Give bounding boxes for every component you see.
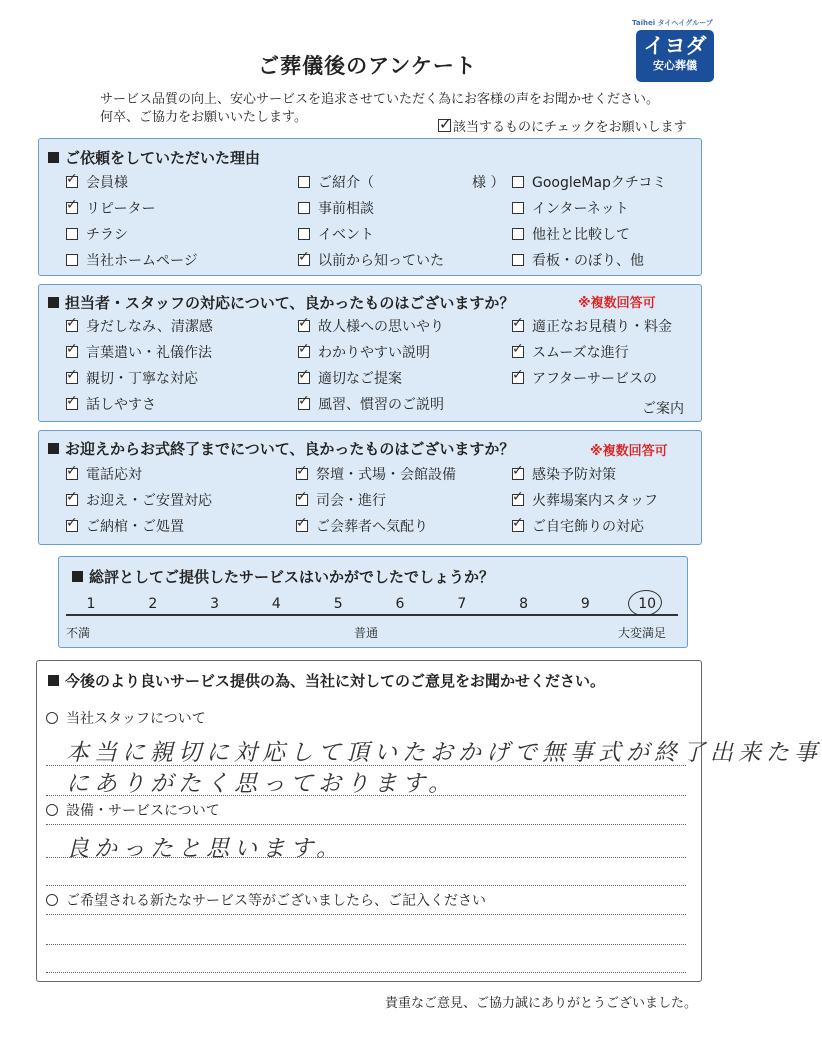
option-label: 事前相談 xyxy=(318,201,374,217)
reason-option[interactable] xyxy=(512,198,629,218)
question-facility-text: 設備・サービスについて xyxy=(66,803,220,819)
reason-option[interactable] xyxy=(512,172,666,192)
brand-logo-name: イヨダ xyxy=(643,34,707,58)
option-label: お迎え・ご安置対応 xyxy=(86,493,212,509)
reason-option[interactable] xyxy=(66,224,128,244)
option-label: チラシ xyxy=(86,227,128,243)
ceremony-option[interactable] xyxy=(66,516,184,536)
multi-answer-note: ※複数回答可 xyxy=(590,444,668,459)
option-label: 電話応対 xyxy=(86,467,142,483)
ceremony-option[interactable] xyxy=(296,516,428,536)
intro-text-2: 何卒、ご協力をお願いいたします。 xyxy=(100,110,307,125)
checkbox[interactable] xyxy=(296,520,308,532)
checkbox[interactable] xyxy=(66,494,78,506)
reason-option[interactable] xyxy=(298,172,504,192)
rating-high-label: 大変満足 xyxy=(618,626,667,640)
overall-title xyxy=(72,566,494,587)
answer-line xyxy=(46,857,686,858)
reason-option[interactable] xyxy=(512,224,630,244)
staff-option[interactable] xyxy=(512,342,629,362)
overall-title-text: 総評としてご提供したサービスはいかがでしたでしょうか？ xyxy=(89,568,495,586)
staff-option[interactable] xyxy=(66,394,156,414)
rating-mid-label: 普通 xyxy=(354,626,379,640)
bullet-square-icon xyxy=(72,571,83,582)
staff-option[interactable] xyxy=(512,316,672,336)
rating-option[interactable]: 10 xyxy=(638,596,657,612)
checkbox[interactable] xyxy=(66,320,78,332)
option-label: リピーター xyxy=(86,201,156,217)
rating-option[interactable]: 5 xyxy=(333,596,343,612)
ceremony-option[interactable] xyxy=(512,490,658,510)
checkbox[interactable] xyxy=(298,228,310,240)
option-continuation: ご案内 xyxy=(642,401,684,417)
question-staff-text: 当社スタッフについて xyxy=(66,711,206,727)
reason-option[interactable] xyxy=(66,198,155,218)
option-label: 当社ホームページ xyxy=(86,253,198,269)
checkbox[interactable] xyxy=(298,372,310,384)
staff-option[interactable] xyxy=(512,368,657,388)
checkbox[interactable] xyxy=(66,468,78,480)
group-logo-text: Taihei タイヘイグループ xyxy=(632,19,713,27)
option-label: ご会葬者へ気配り xyxy=(316,519,428,535)
reason-option[interactable] xyxy=(66,250,198,270)
thanks-message: 貴重なご意見、ご協力誠にありがとうございました。 xyxy=(384,996,697,1011)
checkbox[interactable] xyxy=(296,494,308,506)
checkbox[interactable] xyxy=(512,346,524,358)
reason-option[interactable] xyxy=(298,198,374,218)
option-label: ご紹介（ 様 ） xyxy=(318,175,505,191)
option-label: インターネット xyxy=(532,201,629,217)
bullet-square-icon xyxy=(48,152,59,163)
option-label: 適切なご提案 xyxy=(318,371,402,387)
brand-logo xyxy=(636,30,714,82)
rating-option[interactable]: 1 xyxy=(86,596,96,612)
answer-staff-line1: 本当に親切に対応して頂いたおかげで無事式が終了出来た事 xyxy=(66,740,822,766)
option-label: スムーズな進行 xyxy=(532,345,629,361)
checkbox[interactable] xyxy=(66,372,78,384)
reason-option[interactable] xyxy=(512,250,644,270)
opinion-title-text: 今後のより良いサービス提供の為、当社に対してのご意見をお聞かせください。 xyxy=(65,672,606,690)
checkbox[interactable] xyxy=(298,398,310,410)
option-label: GoogleMapクチコミ xyxy=(532,175,667,191)
staff-option[interactable] xyxy=(298,316,444,336)
question-request-text: ご希望される新たなサービス等がございましたら、ご記入ください xyxy=(66,893,486,909)
question-facility xyxy=(46,800,220,820)
option-label: 祭壇・式場・会館設備 xyxy=(316,467,456,483)
rating-option[interactable]: 3 xyxy=(210,596,220,612)
checkbox[interactable] xyxy=(298,202,310,214)
question-request xyxy=(46,890,486,910)
option-label: 火葬場案内スタッフ xyxy=(532,493,658,509)
answer-staff-line2: にありがたく思っております。 xyxy=(66,771,457,797)
option-label: 以前から知っていた xyxy=(318,253,444,269)
checkbox[interactable] xyxy=(66,346,78,358)
check-instruction xyxy=(438,116,687,135)
question-staff xyxy=(46,708,206,728)
ceremony-option[interactable] xyxy=(296,490,386,510)
check-instruction-text: 該当するものにチェックをお願いします xyxy=(453,120,687,135)
option-label: 言葉遣い・礼儀作法 xyxy=(86,345,212,361)
option-label: 司会・進行 xyxy=(316,493,386,509)
check-icon xyxy=(438,119,451,132)
checkbox[interactable] xyxy=(298,320,310,332)
circle-bullet-icon xyxy=(46,712,58,724)
option-label: イベント xyxy=(318,227,374,243)
rating-low-label: 不満 xyxy=(66,626,91,640)
page-title: ご葬儀後のアンケート xyxy=(258,54,477,78)
checkbox[interactable] xyxy=(298,346,310,358)
rating-option[interactable]: 4 xyxy=(271,596,281,612)
answer-line xyxy=(46,885,686,886)
checkbox[interactable] xyxy=(512,468,524,480)
option-label: ご納棺・ご処置 xyxy=(86,519,184,535)
rating-option[interactable]: 2 xyxy=(148,596,158,612)
option-label: 親切・丁寧な対応 xyxy=(86,371,198,387)
answer-line xyxy=(46,944,686,945)
checkbox[interactable] xyxy=(66,176,78,188)
staff-option[interactable] xyxy=(66,316,213,336)
checkbox[interactable] xyxy=(296,468,308,480)
bullet-square-icon xyxy=(48,297,59,308)
checkbox[interactable] xyxy=(66,398,78,410)
ceremony-option[interactable] xyxy=(66,490,212,510)
intro-text-1: サービス品質の向上、安心サービスを追求させていただく為にお客様の声をお聞かせください。 xyxy=(100,92,660,107)
option-label: 他社と比較して xyxy=(532,227,630,243)
checkbox[interactable] xyxy=(66,228,78,240)
option-label: 感染予防対策 xyxy=(532,467,616,483)
option-label: 故人様への思いやり xyxy=(318,319,444,335)
reason-title xyxy=(48,147,260,168)
checkbox[interactable] xyxy=(66,202,78,214)
circle-bullet-icon xyxy=(46,804,58,816)
staff-option[interactable] xyxy=(66,368,198,388)
reason-option[interactable] xyxy=(298,250,444,270)
staff-title-text: 担当者・スタッフの対応について、良かったものはございますか？ xyxy=(65,294,515,312)
ceremony-option[interactable] xyxy=(296,464,456,484)
option-label: ご自宅飾りの対応 xyxy=(532,519,644,535)
opinion-title xyxy=(48,670,605,691)
circle-bullet-icon xyxy=(46,894,58,906)
option-label: 適正なお見積り・料金 xyxy=(532,319,672,335)
staff-title xyxy=(48,292,514,313)
option-label: 風習、慣習のご説明 xyxy=(318,397,444,413)
option-label: 身だしなみ、清潔感 xyxy=(86,319,213,335)
reason-option[interactable] xyxy=(66,172,128,192)
answer-line xyxy=(46,972,686,973)
option-label: 看板・のぼり、他 xyxy=(532,253,644,269)
rating-scale-line xyxy=(66,614,678,616)
rating-option[interactable]: 7 xyxy=(457,596,467,612)
staff-option[interactable] xyxy=(298,394,444,414)
rating-option[interactable]: 9 xyxy=(580,596,590,612)
brand-logo-subtitle: 安心葬儀 xyxy=(653,59,697,72)
option-label: 会員様 xyxy=(86,175,128,191)
checkbox[interactable] xyxy=(512,372,524,384)
answer-facility-line1: 良かったと思います。 xyxy=(66,836,345,862)
checkbox[interactable] xyxy=(512,494,524,506)
checkbox[interactable] xyxy=(512,176,524,188)
checkbox[interactable] xyxy=(512,202,524,214)
ceremony-option[interactable] xyxy=(66,464,142,484)
answer-line xyxy=(46,795,686,796)
ceremony-option[interactable] xyxy=(512,516,644,536)
option-label: アフターサービスの xyxy=(532,371,658,387)
staff-option[interactable] xyxy=(66,342,212,362)
staff-option[interactable] xyxy=(298,368,402,388)
checkbox[interactable] xyxy=(512,320,524,332)
checkbox[interactable] xyxy=(66,520,78,532)
checkbox[interactable] xyxy=(512,520,524,532)
checkbox[interactable] xyxy=(512,254,524,266)
ceremony-title-text: お迎えからお式終了までについて、良かったものはございますか？ xyxy=(65,440,515,458)
checkbox[interactable] xyxy=(298,254,310,266)
bullet-square-icon xyxy=(48,443,59,454)
option-label: 話しやすさ xyxy=(86,397,156,413)
reason-title-text: ご依頼をしていただいた理由 xyxy=(65,149,261,167)
staff-option[interactable] xyxy=(298,342,430,362)
checkbox[interactable] xyxy=(298,176,310,188)
checkbox[interactable] xyxy=(512,228,524,240)
ceremony-option[interactable] xyxy=(512,464,616,484)
reason-option[interactable] xyxy=(298,224,374,244)
bullet-square-icon xyxy=(48,675,59,686)
multi-answer-note: ※複数回答可 xyxy=(578,296,656,311)
option-label: わかりやすい説明 xyxy=(318,345,430,361)
ceremony-title xyxy=(48,438,514,459)
answer-line xyxy=(46,824,686,825)
rating-option[interactable]: 8 xyxy=(519,596,529,612)
rating-option[interactable]: 6 xyxy=(395,596,405,612)
answer-line xyxy=(46,914,686,915)
checkbox[interactable] xyxy=(66,254,78,266)
